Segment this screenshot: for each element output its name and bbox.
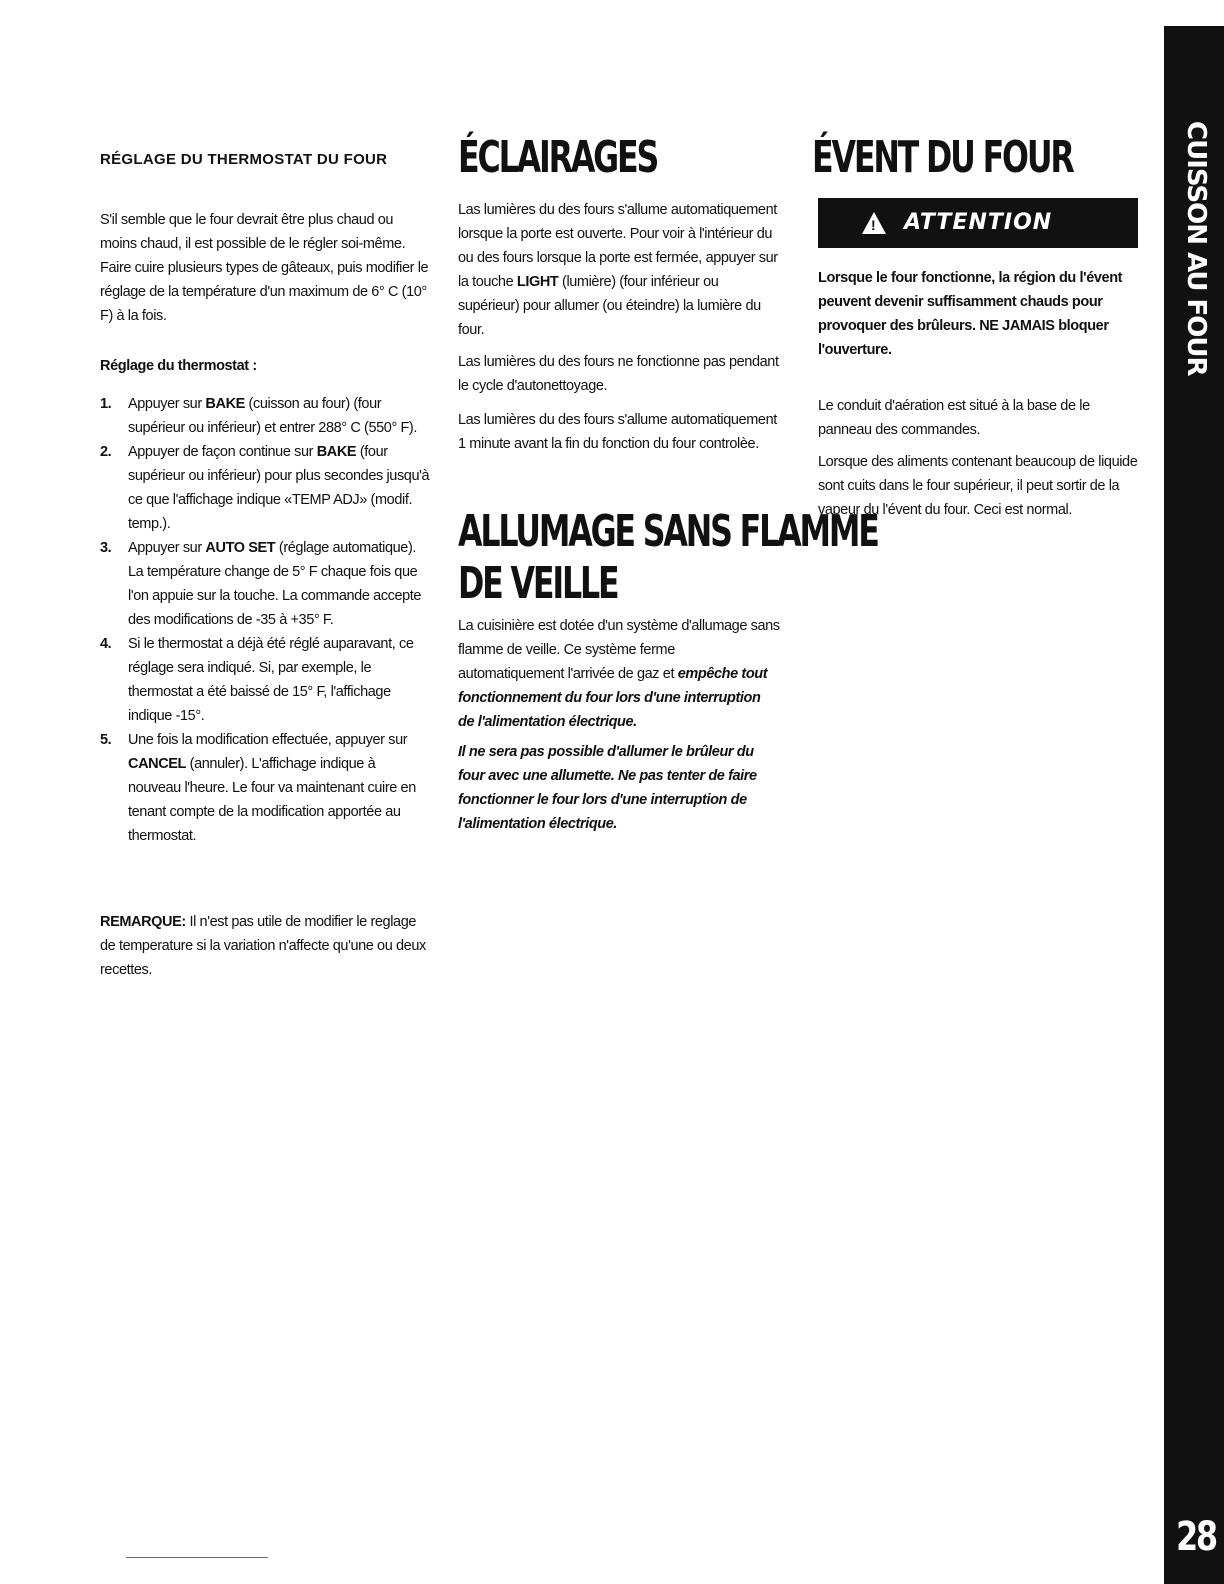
step-text: (cuisson au four) (four supérieur ou inférieur) et entrer 288° C (550° F). (128, 396, 417, 436)
step-text: Appuyer sur (128, 540, 206, 556)
ignition-heading-line-1: ALLUMAGE SANS FLAMME (458, 506, 878, 557)
step-number: 5. (100, 732, 112, 748)
step-number: 4. (100, 636, 112, 652)
step-number: 1. (100, 396, 112, 412)
light-key: LIGHT (516, 274, 559, 290)
attention-banner (818, 198, 1138, 248)
ignition-heading-line-2: DE VEILLE (458, 558, 618, 609)
footer-rule (126, 1557, 268, 1558)
vent-warning: Lorsque le four fonctionne, la région du l'évent peuvent devenir suffisamment chauds pour provoquer des brûleurs. NE JAMAIS bloquer l'ouverture. (818, 270, 1123, 358)
note-label: REMARQUE: (100, 914, 186, 930)
vent-paragraph-2: Lorsque des aliments contenant beaucoup de liquide sont cuits dans le four supérieur, il peut sortir de la vapeur du l'évent du four. Ceci est normal. (818, 454, 1138, 518)
step-text: Appuyer de façon continue sur (128, 444, 317, 460)
step-text: (réglage automatique). La température change de 5° F chaque fois que l'on appuie sur la touche. La commande accepte des modifications de -35 à +35° F. (128, 540, 422, 628)
lighting-heading: ÉCLAIRAGES (458, 132, 658, 183)
step-4 (100, 632, 430, 728)
step-key: BAKE (316, 444, 357, 460)
lighting-paragraph-3: Las lumières du des fours s'allume automatiquement 1 minute avant la fin du fonction du four controlèe. (458, 412, 777, 452)
step-3 (100, 536, 430, 632)
section-side-tab (1164, 26, 1224, 1584)
step-text: (four supérieur ou inférieur) pour plus secondes jusqu'à ce que l'affichage indique «TEMP ADJ» (modif. temp.). (128, 444, 430, 532)
page-number: 28 (1176, 1514, 1216, 1560)
step-key: BAKE (205, 396, 245, 412)
note (100, 910, 430, 982)
ignition-paragraph-1 (458, 614, 780, 734)
thermostat-heading: RÉGLAGE DU THERMOSTAT DU FOUR (100, 151, 388, 168)
lighting-paragraph-1 (458, 198, 780, 342)
exclamation-icon: ! (871, 217, 876, 233)
steps-list (100, 392, 430, 848)
step-key: AUTO SET (205, 540, 276, 556)
emphasis-text: empêche tout fonctionnement du four lors d'une interruption de l'alimentation électrique. (458, 666, 768, 730)
paragraph-text: Las lumières du des fours s'allume automatiquement lorsque la porte est ouverte. Pour voir à l'intérieur du ou des fours lorsque la porte est fermée, appuyer sur la touche (458, 202, 778, 290)
step-text: Appuyer sur (128, 396, 206, 412)
vent-paragraph-1: Le conduit d'aération est situé à la base de le panneau des commandes. (818, 398, 1090, 438)
step-number: 2. (100, 444, 112, 460)
step-text: Une fois la modification effectuée, appuyer sur (128, 732, 408, 748)
vent-heading: ÉVENT DU FOUR (812, 132, 1073, 183)
ignition-warning: Il ne sera pas possible d'allumer le brûleur du four avec une allumette. Ne pas tenter de faire fonctionner le four lors d'une interruption de l'alimentation électrique. (458, 744, 757, 832)
note-text: Il n'est pas utile de modifier le reglage de temperature si la variation n'affecte qu'une ou deux recettes. (100, 914, 426, 978)
attention-label: ATTENTION (904, 210, 1053, 235)
paragraph-text: (lumière) (four inférieur ou supérieur) pour allumer (ou éteindre) la lumière du four. (458, 274, 761, 338)
step-key: CANCEL (128, 756, 187, 772)
step-text: (annuler). L'affichage indique à nouveau l'heure. Le four va maintenant cuire en tenant compte de la modification apportée au thermostat. (128, 756, 416, 844)
step-2 (100, 440, 430, 536)
lighting-paragraph-2: Las lumières du des fours ne fonctionne pas pendant le cycle d'autonettoyage. (458, 354, 779, 394)
paragraph-text: La cuisinière est dotée d'un système d'allumage sans flamme de veille. Ce système ferme automatiquement l'arrivée de gaz et (458, 618, 780, 682)
thermostat-intro: S'il semble que le four devrait être plus chaud ou moins chaud, il est possible de le régler soi-même. Faire cuire plusieurs types de gâteaux, puis modifier le réglage de la température d'un maximum de 6° C (10° F) à la fois. (100, 212, 429, 324)
step-text: Si le thermostat a déjà été réglé auparavant, ce réglage sera indiqué. Si, par exemple, le thermostat a été baissé de 15° F, l'affichage indique -15°. (128, 636, 414, 724)
step-number: 3. (100, 540, 112, 556)
step-1 (100, 392, 430, 440)
section-title: CUISSON AU FOUR (1181, 121, 1211, 376)
thermostat-subheading: Réglage du thermostat : (100, 358, 257, 374)
step-5 (100, 728, 430, 848)
